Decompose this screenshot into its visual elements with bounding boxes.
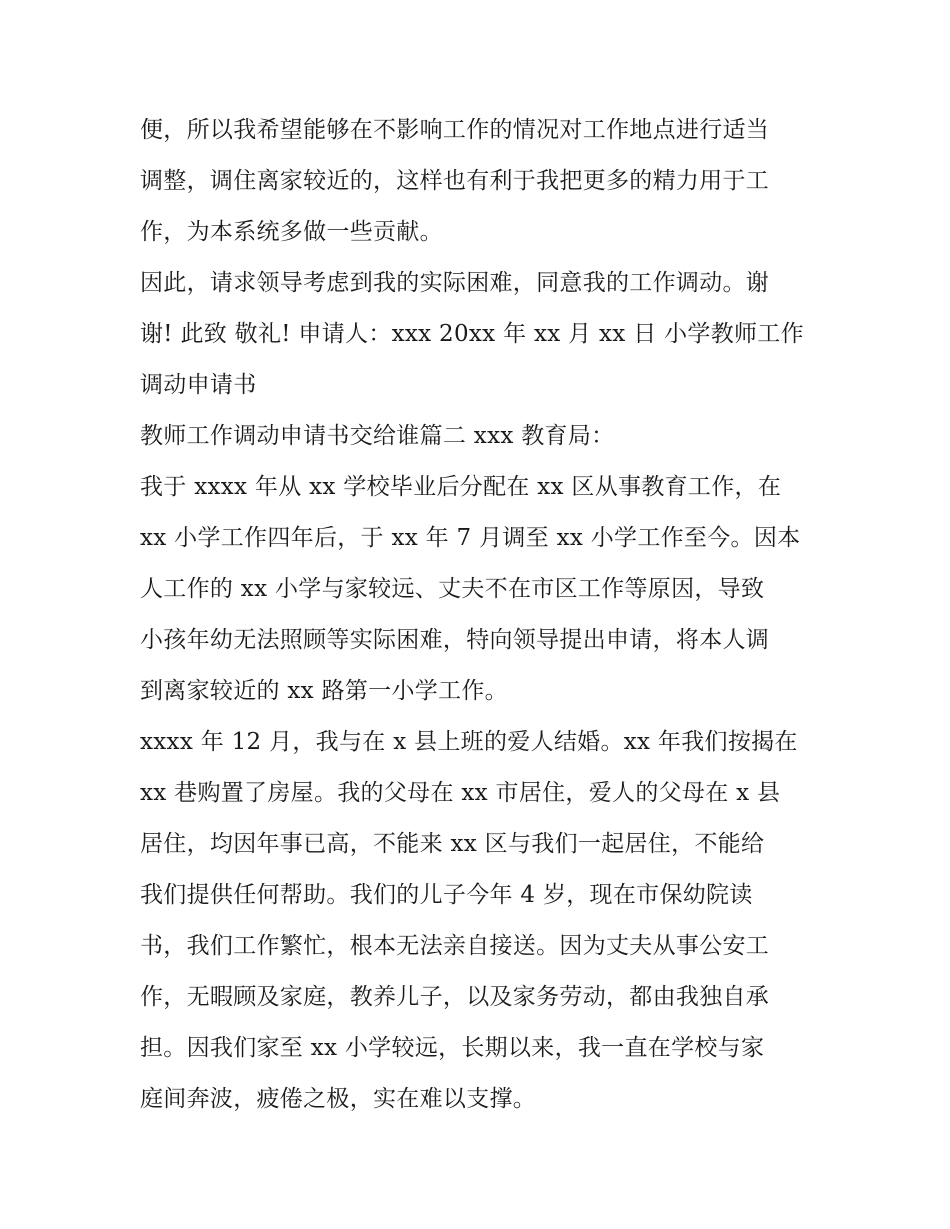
heading-line: 教师工作调动申请书交给谁篇二 xxx 教育局：	[140, 423, 615, 449]
text-line: 小孩年幼无法照顾等实际困难，特向领导提出申请，将本人调	[140, 627, 770, 653]
text-line: 因此，请求领导考虑到我的实际困难，同意我的工作调动。谢	[140, 270, 770, 296]
document-body	[140, 105, 820, 1125]
text-line: xx 巷购置了房屋。我的父母在 xx 市居住，爱人的父母在 x 县	[140, 780, 781, 806]
text-line: 书，我们工作繁忙，根本无法亲自接送。因为丈夫从事公安工	[140, 933, 770, 959]
text-line: 到离家较近的 xx 路第一小学工作。	[140, 678, 508, 704]
paragraph-3	[140, 462, 820, 717]
section-heading	[140, 411, 820, 462]
text-line: 调整，调住离家较近的，这样也有利于我把更多的精力用于工	[140, 168, 770, 194]
text-line: 谢! 此致 敬礼! 申请人：xxx 20xx 年 xx 月 xx 日 小学教师工作	[140, 321, 804, 347]
text-line: 我于 xxxx 年从 xx 学校毕业后分配在 xx 区从事教育工作，在	[140, 474, 782, 500]
text-line: 便，所以我希望能够在不影响工作的情况对工作地点进行适当	[140, 117, 770, 143]
text-line: xx 小学工作四年后，于 xx 年 7 月调至 xx 小学工作至今。因本	[140, 525, 801, 551]
text-line: 调动申请书	[140, 372, 257, 398]
text-line: 庭间奔波，疲倦之极，实在难以支撑。	[140, 1086, 537, 1112]
text-line: 担。因我们家至 xx 小学较远，长期以来，我一直在学校与家	[140, 1035, 765, 1061]
paragraph-1	[140, 105, 820, 258]
text-line: xxxx 年 12 月，我与在 x 县上班的爱人结婚。xx 年我们按揭在	[140, 729, 798, 755]
text-line: 居住，均因年事已高，不能来 xx 区与我们一起居住，不能给	[140, 831, 765, 857]
text-line: 人工作的 xx 小学与家较远、丈夫不在市区工作等原因，导致	[140, 576, 765, 602]
paragraph-4	[140, 717, 820, 1125]
text-line: 我们提供任何帮助。我们的儿子今年 4 岁，现在市保幼院读	[140, 882, 753, 908]
text-line: 作，为本系统多做一些贡献。	[140, 219, 443, 245]
text-line: 作，无暇顾及家庭，教养儿子，以及家务劳动，都由我独自承	[140, 984, 770, 1010]
paragraph-2	[140, 258, 820, 411]
